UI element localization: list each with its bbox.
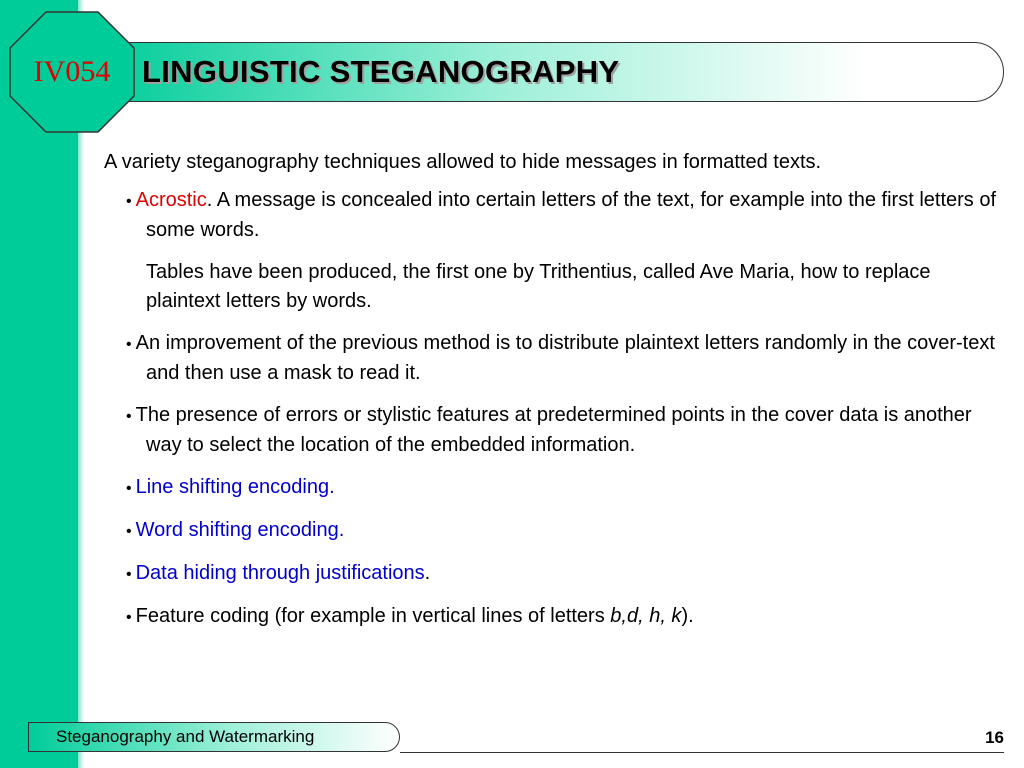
list-item-justifications: • Data hiding through justifications. [126, 562, 431, 584]
slide-title: LINGUISTIC STEGANOGRAPHY [142, 54, 620, 89]
highlight-justifications: Data hiding through justifications [135, 562, 425, 584]
list-item-word-shifting [104, 516, 1004, 546]
list-item-line-shifting [104, 473, 1004, 503]
bullet-icon: • [126, 408, 132, 425]
bullet-icon: • [126, 193, 132, 210]
list-item-tables: Tables have been produced, the first one by Trithentius, called Ave Maria, how to replace plaintext letters by words. [146, 261, 931, 312]
slide-content [104, 148, 1004, 645]
page-number: 16 [985, 728, 1004, 747]
highlight-line-shifting: Line shifting encoding. [135, 476, 335, 498]
highlight-word-shifting: Word shifting encoding. [135, 519, 345, 541]
bullet-icon: • [126, 566, 132, 583]
footer-divider [400, 752, 1004, 753]
course-code: IV054 [33, 55, 111, 88]
list-item-errors: • The presence of errors or stylistic features at predetermined points in the cover data is another way to select the location of the embedded information. [126, 404, 972, 456]
footer-course-title: Steganography and Watermarking [56, 727, 315, 746]
intro-text: A variety steganography techniques allowed to hide messages in formatted texts. [104, 151, 822, 173]
bullet-icon: • [126, 480, 132, 497]
bullet-icon: • [126, 336, 132, 353]
highlight-acrostic: Acrostic [135, 189, 207, 211]
list-item-improvement: • An improvement of the previous method is to distribute plaintext letters randomly in the cover-text and then use a mask to read it. [126, 332, 995, 384]
letters-italic: b,d, h, k [610, 605, 682, 627]
list-item-acrostic: • Acrostic. A message is concealed into certain letters of the text, for example into the first letters of some words. [126, 189, 997, 241]
bullet-icon: • [126, 523, 132, 540]
list-item-feature-coding: • Feature coding (for example in vertical lines of letters b,d, h, k). [126, 605, 694, 627]
bullet-icon: • [126, 609, 132, 626]
